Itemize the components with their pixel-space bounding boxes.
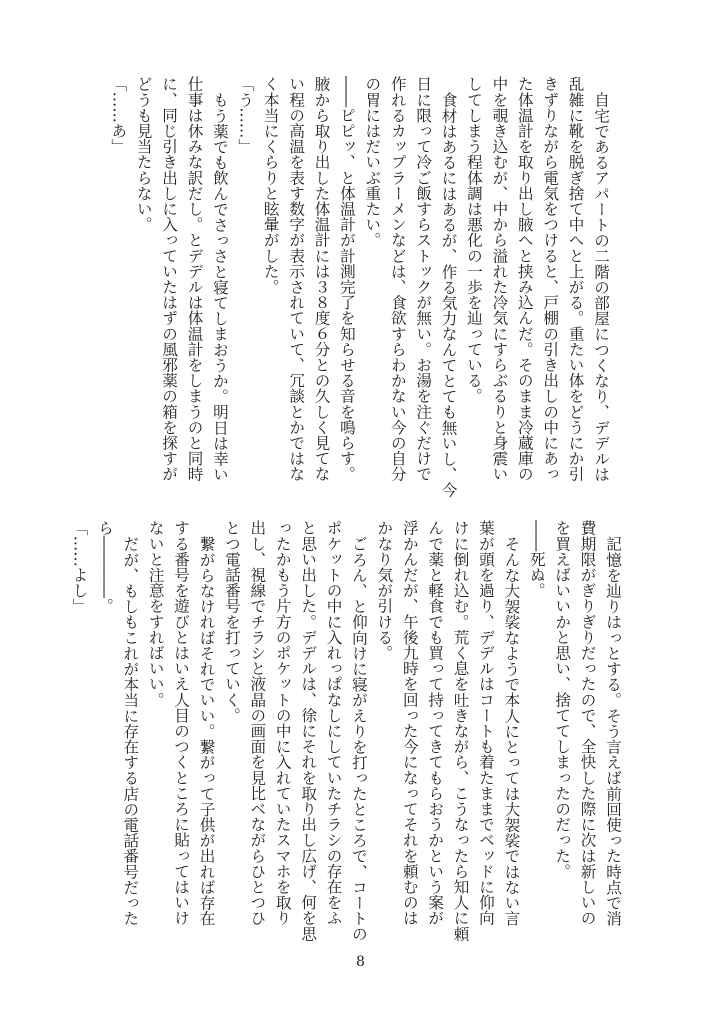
text-line: 日に限って冷ご飯すらストックが無い。お湯を注ぐだけで bbox=[414, 76, 433, 482]
text-line: 葉が頭を過り、デデルはコートも着たままでベッドに仰向 bbox=[476, 520, 495, 926]
text-line: かなり気が引ける。 bbox=[375, 520, 394, 661]
text-line: ら――――。 bbox=[95, 520, 114, 614]
text-line: 食材はあるにはあるが、作る気力なんてとても無いし、今 bbox=[439, 91, 458, 498]
text-line: た体温計を取り出し腋へと挟み込んだ。そのまま冷蔵庫の bbox=[515, 76, 534, 482]
text-line: 腋から取り出した体温計には３８度６分との久しく見てな bbox=[312, 76, 331, 482]
text-line: 自宅であるアパートの二階の部屋につくなり、デデルは bbox=[592, 91, 610, 482]
text-line: 中を覗き込むが、中から溢れた冷気にすらぶるりと身震い bbox=[490, 76, 509, 482]
page-number: 8 bbox=[356, 954, 365, 970]
text-line: 費期限がぎりぎりだったので、全快した際に次は新しいの bbox=[578, 520, 597, 926]
text-line: ――死ぬ。 bbox=[527, 520, 546, 598]
text-line: そんな大袈裟なようで本人にとっては大袈裟ではない言 bbox=[502, 535, 521, 926]
text-line: 記憶を辿りはっとする。そう言えば前回使った時点で消 bbox=[604, 535, 622, 926]
text-line: い程の高温を表す数字が表示されていて、冗談とかではな bbox=[287, 76, 306, 482]
text-line: 繋がらなければそれでいい。繋がって子供が出れば存在 bbox=[197, 535, 216, 926]
text-line: ――ピピッ、と体温計が計測完了を知らせる音を鳴らす。 bbox=[337, 76, 356, 482]
text-line: と思い出した。デデルは、徐にそれを取り出し広げ、何を思 bbox=[299, 520, 318, 942]
text-line: の胃にはだいぶ重たい。 bbox=[363, 76, 382, 248]
text-line: どうも見当たらない。 bbox=[134, 76, 153, 232]
text-line: 仕事は休みな訳だし。とデデルは体温計をしまうのと同時 bbox=[185, 76, 204, 482]
text-line: 「……あ」 bbox=[109, 76, 128, 154]
text-line: 作れるカップラーメンなどは、食欲すらわかない今の自分 bbox=[388, 76, 407, 482]
text-line: ごろん、と仰向けに寝がえりを打ったところで、コートの bbox=[349, 535, 368, 942]
text-line: きずりながら電気をつけると、戸棚の引き出しの中にあっ bbox=[541, 76, 560, 482]
text-line: ったかもう片方のポケットの中に入れていたスマホを取り bbox=[273, 520, 292, 926]
text-block-top bbox=[105, 76, 613, 496]
text-line: けに倒れ込む。荒く息を吐きながら、こうなったら知人に頼 bbox=[451, 520, 470, 942]
text-line: とつ電話番号を打っていく。 bbox=[222, 520, 241, 723]
text-line: く本当にくらりと眩暈がした。 bbox=[261, 76, 280, 295]
text-line: 「……よし」 bbox=[70, 520, 89, 614]
text-line: 乱雑に靴を脱ぎ捨て中へと上がる。重たい体をどうにか引 bbox=[566, 76, 585, 482]
text-line: ポケットの中に入れっぱなしにしていたチラシの存在をふ bbox=[324, 520, 343, 926]
text-line: もう薬でも飲んでさっさと寝てしまおうか。明日は幸い bbox=[210, 91, 229, 482]
text-line: 浮かんだが、午後九時を回った今になってそれを頼むのは bbox=[400, 520, 419, 926]
text-line: だが、もしもこれが本当に存在する店の電話番号だった bbox=[121, 535, 140, 926]
text-line: ないと注意をすればいい。 bbox=[146, 520, 165, 708]
text-line: 「う……」 bbox=[236, 76, 255, 154]
text-line: してしまう程体調は悪化の一歩を辿っている。 bbox=[464, 76, 483, 404]
text-block-bottom bbox=[66, 520, 625, 940]
text-line: する番号を遊びとはいえ人目のつくところに貼ってはいけ bbox=[172, 520, 191, 926]
text-line: 出し、視線でチラシと液晶の画面を見比べながらひとつひ bbox=[248, 520, 267, 926]
text-line: を買えばいいかと思い、捨ててしまったのだった。 bbox=[553, 520, 572, 879]
text-line: に、同じ引き出しに入っていたはずの風邪薬の箱を探すが bbox=[160, 76, 179, 482]
text-line: んで薬と軽食でも買って持ってきてもらおうかという案が bbox=[426, 520, 445, 926]
